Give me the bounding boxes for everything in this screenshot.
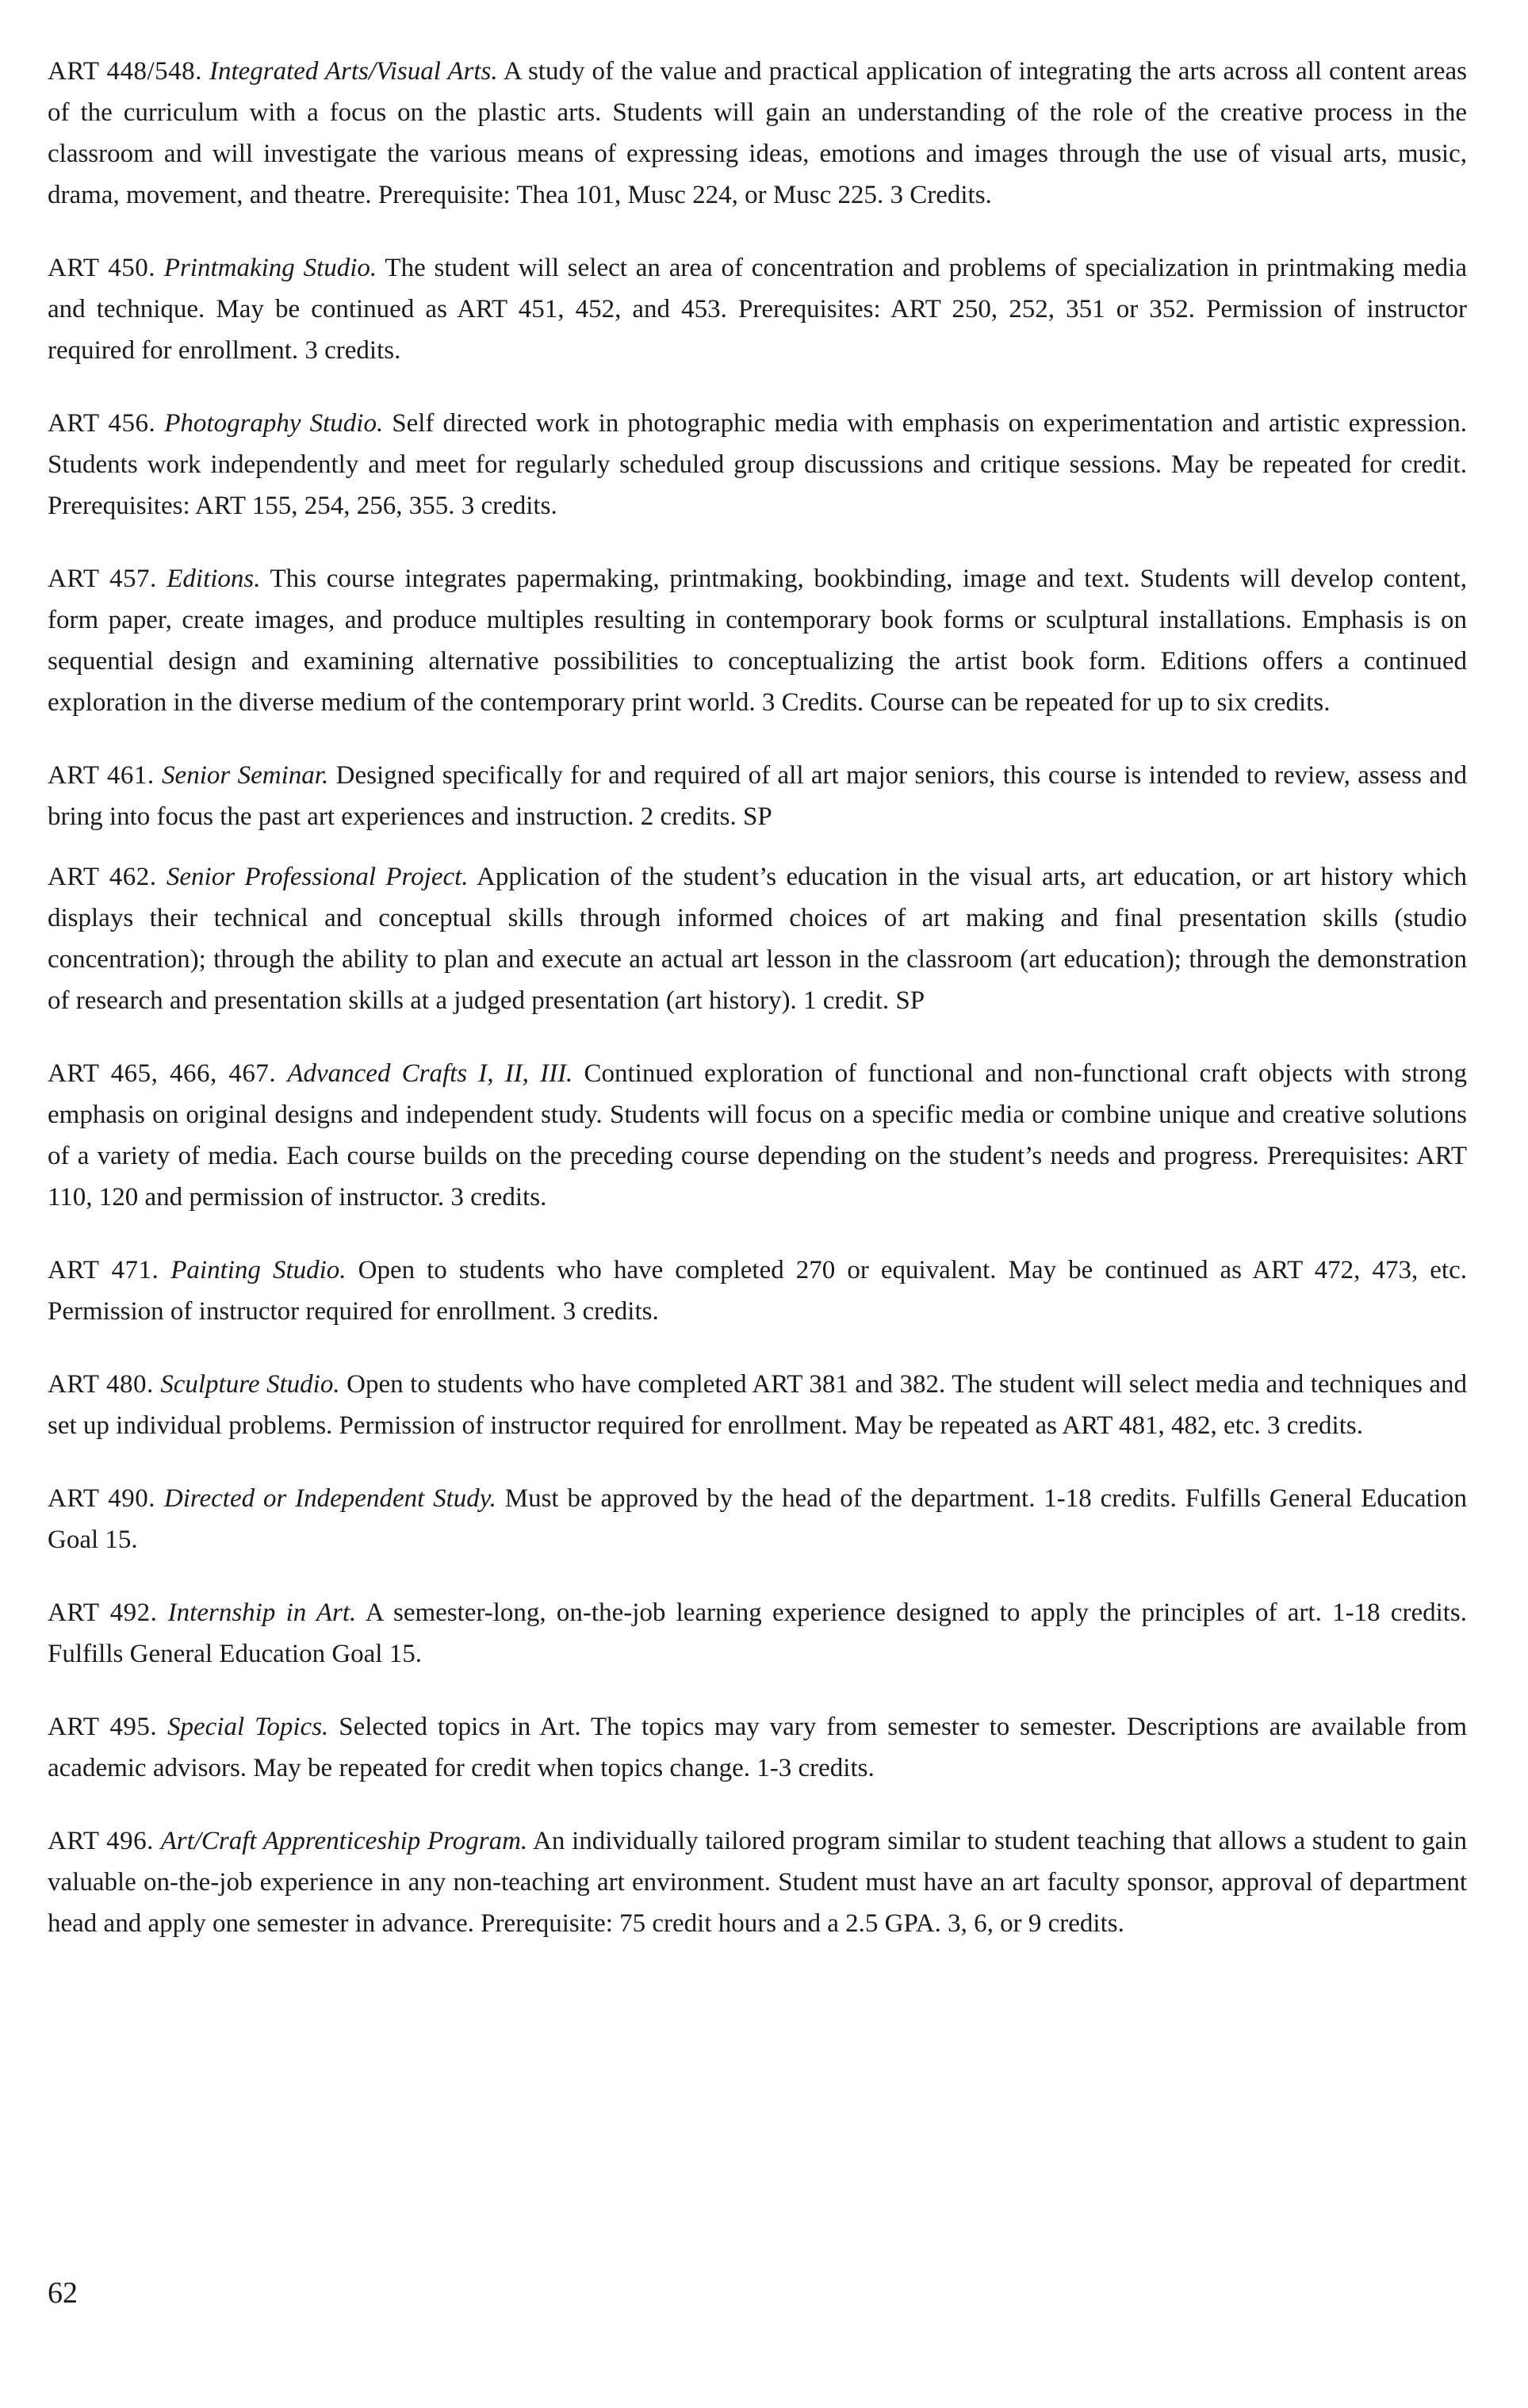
- course-description: A study of the value and practical application of integrating the arts across all content areas of the curriculum with a focus on the plastic arts. Students will gain an understanding of the role of the creative process in the classroom and will investigate the various means of expressing ideas, emotions and images through the use of visual arts, music, drama, movement, and theatre. Prerequisite: Thea 101, Musc 224, or Musc 225. 3 Credits.: [48, 57, 1468, 209]
- course-title: Art/Craft Apprenticeship Program.: [160, 1827, 528, 1855]
- course-description: The student will select an area of concentration and problems of specialization in printmaking media and technique. May be continued as ART 451, 452, and 453. Prerequisites: ART 250, 252, 351 or 352. Permission of instructor required for enrollment. 3 credits.: [48, 254, 1467, 365]
- course-code: ART 450.: [48, 254, 155, 282]
- course-code: ART 457.: [48, 565, 157, 593]
- course-code: ART 461.: [48, 761, 155, 790]
- course-description: Selected topics in Art. The topics may vary from semester to semester. Descriptions are available from academic advisors. May be repeated for credit when topics change. 1-3 credits.: [48, 1713, 1468, 1782]
- course-code: ART 496.: [48, 1827, 154, 1855]
- course-title: Painting Studio.: [170, 1256, 347, 1284]
- course-entry-art-456: [48, 403, 1467, 526]
- course-entry-art-490: [48, 1478, 1467, 1560]
- course-entry-art-450: [48, 247, 1467, 371]
- course-entry-art-496: [48, 1820, 1467, 1944]
- course-entry-art-492: [48, 1592, 1467, 1675]
- course-entry-art-448: [48, 51, 1467, 216]
- course-description: Self directed work in photographic media with emphasis on experimentation and artistic expression. Students work independently and meet for regularly scheduled group discussions and critique sessions. May be repeated for credit. Prerequisites: ART 155, 254, 256, 355. 3 credits.: [48, 409, 1468, 520]
- course-description: Continued exploration of functional and non-functional craft objects with strong emphasis on original designs and independent study. Students will focus on a specific media or combine unique and creative solutions of a variety of media. Each course builds on the preceding course depending on the student’s needs and progress. Prerequisites: ART 110, 120 and permission of instructor. 3 credits.: [48, 1059, 1468, 1212]
- course-code: ART 490.: [48, 1484, 156, 1513]
- course-code: ART 465, 466, 467.: [48, 1059, 277, 1088]
- course-title: Printmaking Studio.: [163, 254, 377, 282]
- course-code: ART 495.: [48, 1713, 158, 1741]
- course-entry-art-465: [48, 1053, 1467, 1218]
- course-code: ART 448/548.: [48, 57, 202, 86]
- course-entry-art-462: [48, 856, 1467, 1021]
- course-title: Senior Seminar.: [162, 761, 329, 790]
- course-description: Open to students who have completed 270 or equivalent. May be continued as ART 472, 473, etc. Permission of instructor required for enrollment. 3 credits.: [48, 1256, 1467, 1326]
- course-description: Application of the student’s education in the visual arts, art education, or art history which displays their technical and conceptual skills through informed choices of art making and final presentation skills (studio concentration); through the ability to plan and execute an actual art lesson in the classroom (art education); through the demonstration of research and presentation skills at a judged presentation (art history). 1 credit. SP: [48, 863, 1467, 1015]
- page-number: 62: [48, 2276, 78, 2310]
- course-entry-art-457: [48, 558, 1467, 723]
- course-code: ART 456.: [48, 409, 156, 438]
- course-code: ART 480.: [48, 1370, 154, 1399]
- course-title: Photography Studio.: [164, 409, 384, 438]
- course-title: Special Topics.: [167, 1713, 329, 1741]
- course-entry-art-480: [48, 1364, 1467, 1446]
- course-code: ART 492.: [48, 1598, 158, 1627]
- course-title: Editions.: [167, 565, 261, 593]
- course-code: ART 471.: [48, 1256, 159, 1284]
- course-title: Integrated Arts/Visual Arts.: [209, 57, 498, 86]
- course-description: Designed specifically for and required of all art major seniors, this course is intended to review, assess and bring into focus the past art experiences and instruction. 2 credits. SP: [48, 761, 1468, 831]
- course-catalog-page: [48, 51, 1467, 1976]
- course-code: ART 462.: [48, 863, 157, 891]
- course-description: Must be approved by the head of the department. 1-18 credits. Fulfills General Education Goal 15.: [48, 1484, 1468, 1554]
- course-description: A semester-long, on-the-job learning experience designed to apply the principles of art. 1-18 credits. Fulfills General Education Goal 15.: [48, 1598, 1468, 1668]
- course-description: Open to students who have completed ART 381 and 382. The student will select media and techniques and set up individual problems. Permission of instructor required for enrollment. May be repeated as ART 481, 482, etc. 3 credits.: [48, 1370, 1468, 1440]
- course-entry-art-495: [48, 1706, 1467, 1789]
- course-entry-art-471: [48, 1250, 1467, 1332]
- course-title: Sculpture Studio.: [160, 1370, 340, 1399]
- course-title: Directed or Independent Study.: [163, 1484, 496, 1513]
- course-title: Internship in Art.: [167, 1598, 357, 1627]
- course-description: An individually tailored program similar to student teaching that allows a student to gain valuable on-the-job experience in any non-teaching art environment. Student must have an art faculty sponsor, approval of department head and apply one semester in advance. Prerequisite: 75 credit hours and a 2.5 GPA. 3, 6, or 9 credits.: [48, 1827, 1468, 1938]
- course-title: Senior Professional Project.: [166, 863, 469, 891]
- course-entry-art-461: [48, 755, 1467, 837]
- course-description: This course integrates papermaking, printmaking, bookbinding, image and text. Students will develop content, form paper, create images, and produce multiples resulting in contemporary book forms or sculptural installations. Emphasis is on sequential design and examining alternative possibilities to conceptualizing the artist book form. Editions offers a continued exploration in the diverse medium of the contemporary print world. 3 Credits. Course can be repeated for up to six credits.: [48, 565, 1468, 717]
- course-title: Advanced Crafts I, II, III.: [287, 1059, 573, 1088]
